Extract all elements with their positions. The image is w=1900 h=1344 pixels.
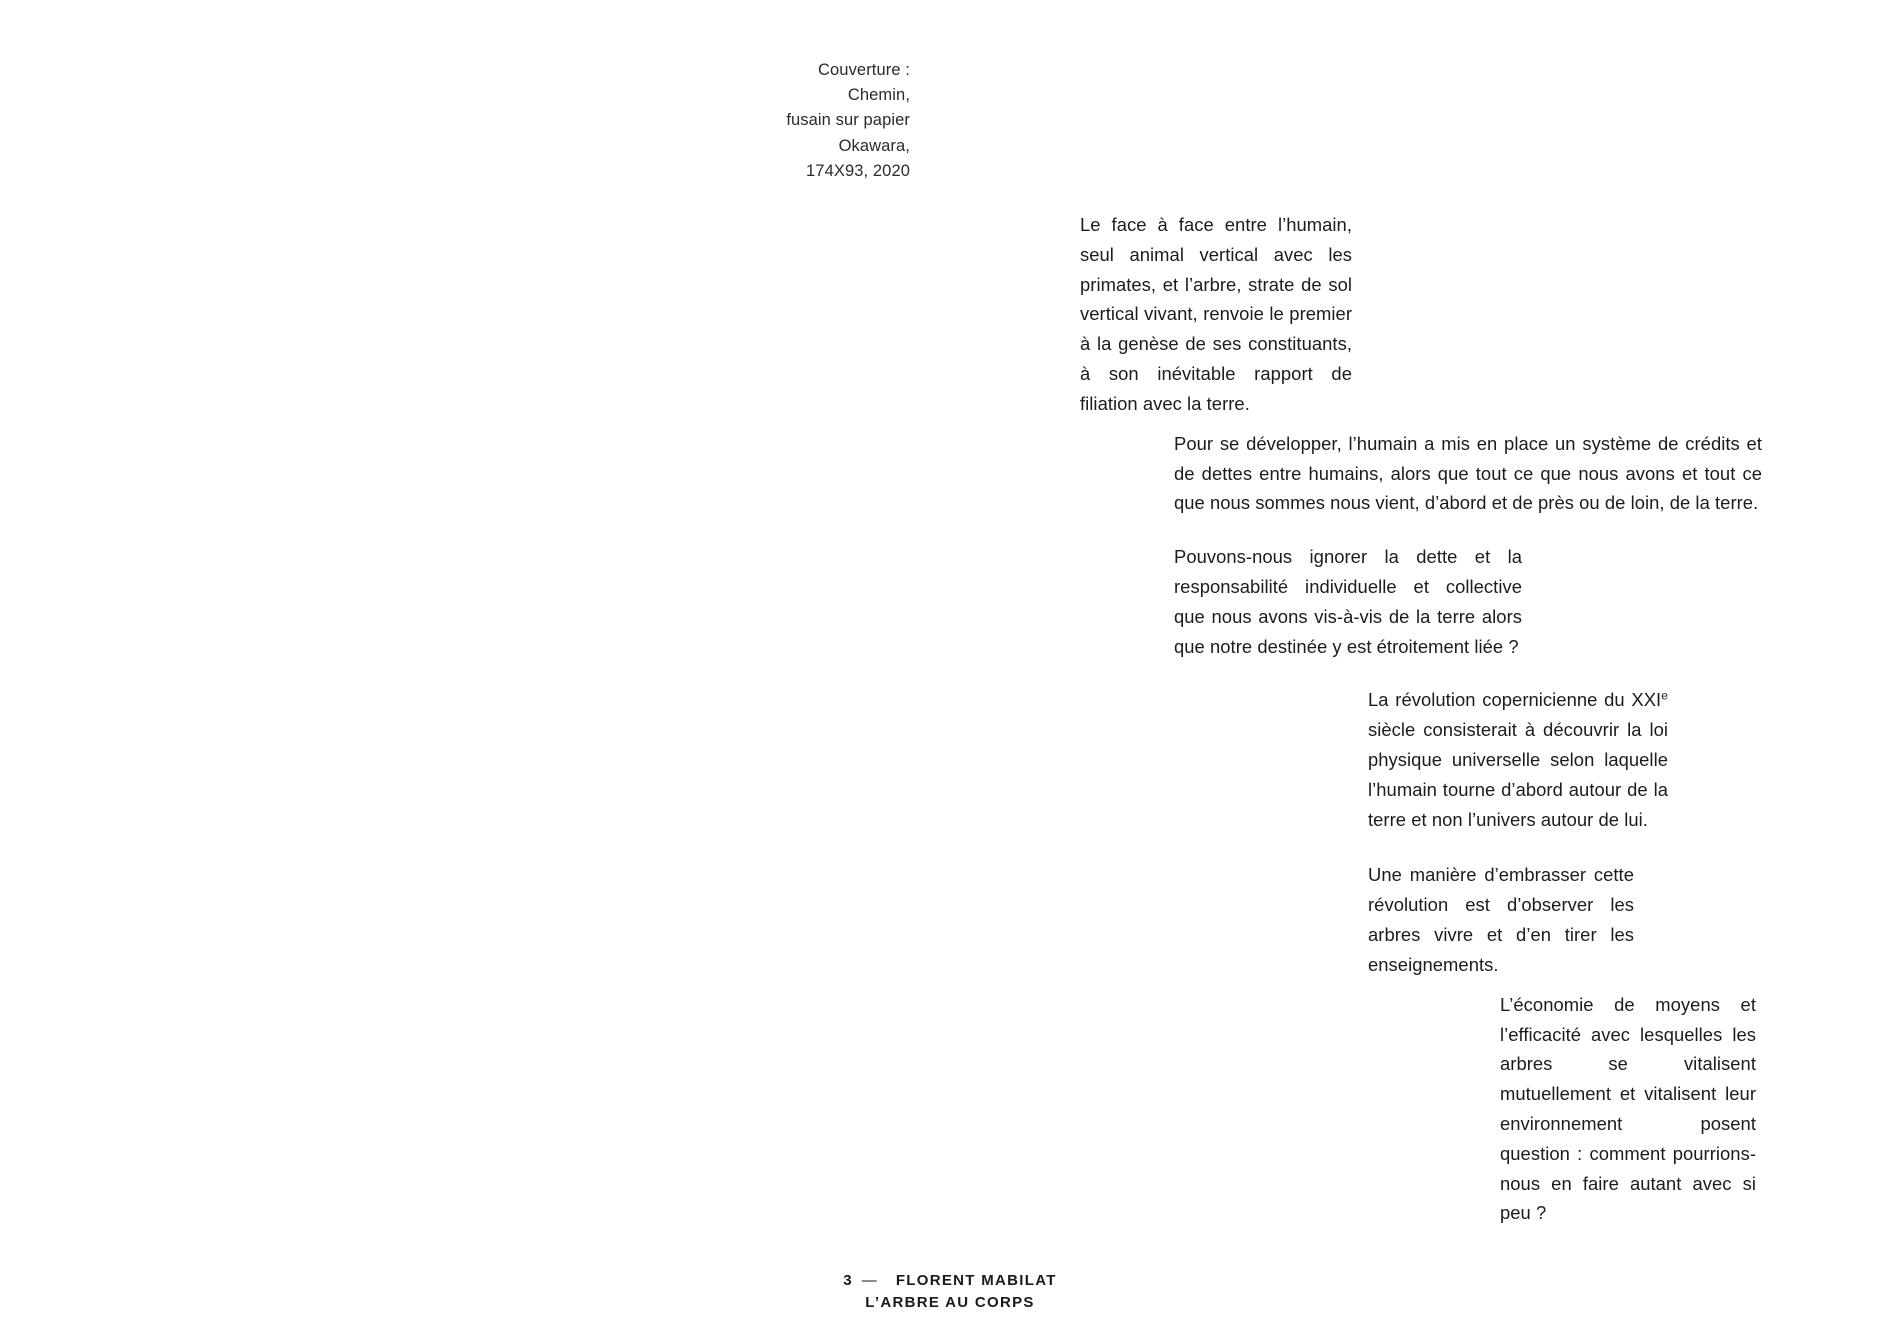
caption-line: Couverture : xyxy=(818,61,910,79)
footer-separator: — xyxy=(861,1272,878,1289)
body-paragraph: Pouvons-nous ignorer la dette et la responsabilité individuelle et collective que nous avons vis-à-vis de la terre alors que notre destinée y est étroitement liée ? xyxy=(1174,546,1522,657)
ordinal-superscript: e xyxy=(1661,689,1668,704)
body-text-column xyxy=(1080,210,1780,1228)
footer-author: FLORENT MABILAT xyxy=(895,1272,1057,1289)
footer-author-line xyxy=(0,1272,1900,1289)
body-paragraph: Le face à face entre l’humain, seul animal vertical avec les primates, et l’arbre, strate de sol vertical vivant, renvoie le premier à la genèse de ses constituants, à son inévitable rapport de filiation avec la terre. xyxy=(1080,214,1352,414)
caption-line: fusain sur papier xyxy=(786,111,910,130)
paragraph-prefix: La révolution copernicienne du XXI xyxy=(1368,689,1662,711)
page-number: 3 xyxy=(843,1272,853,1289)
footer-book-title: L’ARBRE AU CORPS xyxy=(865,1294,1035,1311)
paragraph-suffix: siècle consisterait à découvrir la loi physique universelle selon laquelle l’humain tourne d’abord autour de la terre et non l’univers autour de lui. xyxy=(1368,719,1668,830)
caption-line: Chemin, xyxy=(847,86,910,105)
body-paragraph: Pour se développer, l’humain a mis en place un système de crédits et de dettes entre humains, alors que tout ce que nous avons et tout ce que nous sommes nous vient, d’abord et de près ou de loin, de la terre. xyxy=(1174,432,1762,514)
page-footer xyxy=(0,1272,1900,1311)
caption-line: Okawara, xyxy=(838,136,910,155)
body-paragraph-ordinal xyxy=(1368,685,1668,834)
body-paragraph: L’économie de moyens et l’efficacité avec lesquelles les arbres se vitalisent mutuellement et vitalisent leur environnement posent question : comment pourrions-nous en faire autant avec si peu ? xyxy=(1500,993,1756,1224)
caption-line: 174X93, 2020 xyxy=(806,161,910,180)
cover-caption xyxy=(660,58,910,184)
body-paragraph: Une manière d’embrasser cette révolution est d’observer les arbres vivre et d’en tirer les enseignements. xyxy=(1368,864,1634,975)
